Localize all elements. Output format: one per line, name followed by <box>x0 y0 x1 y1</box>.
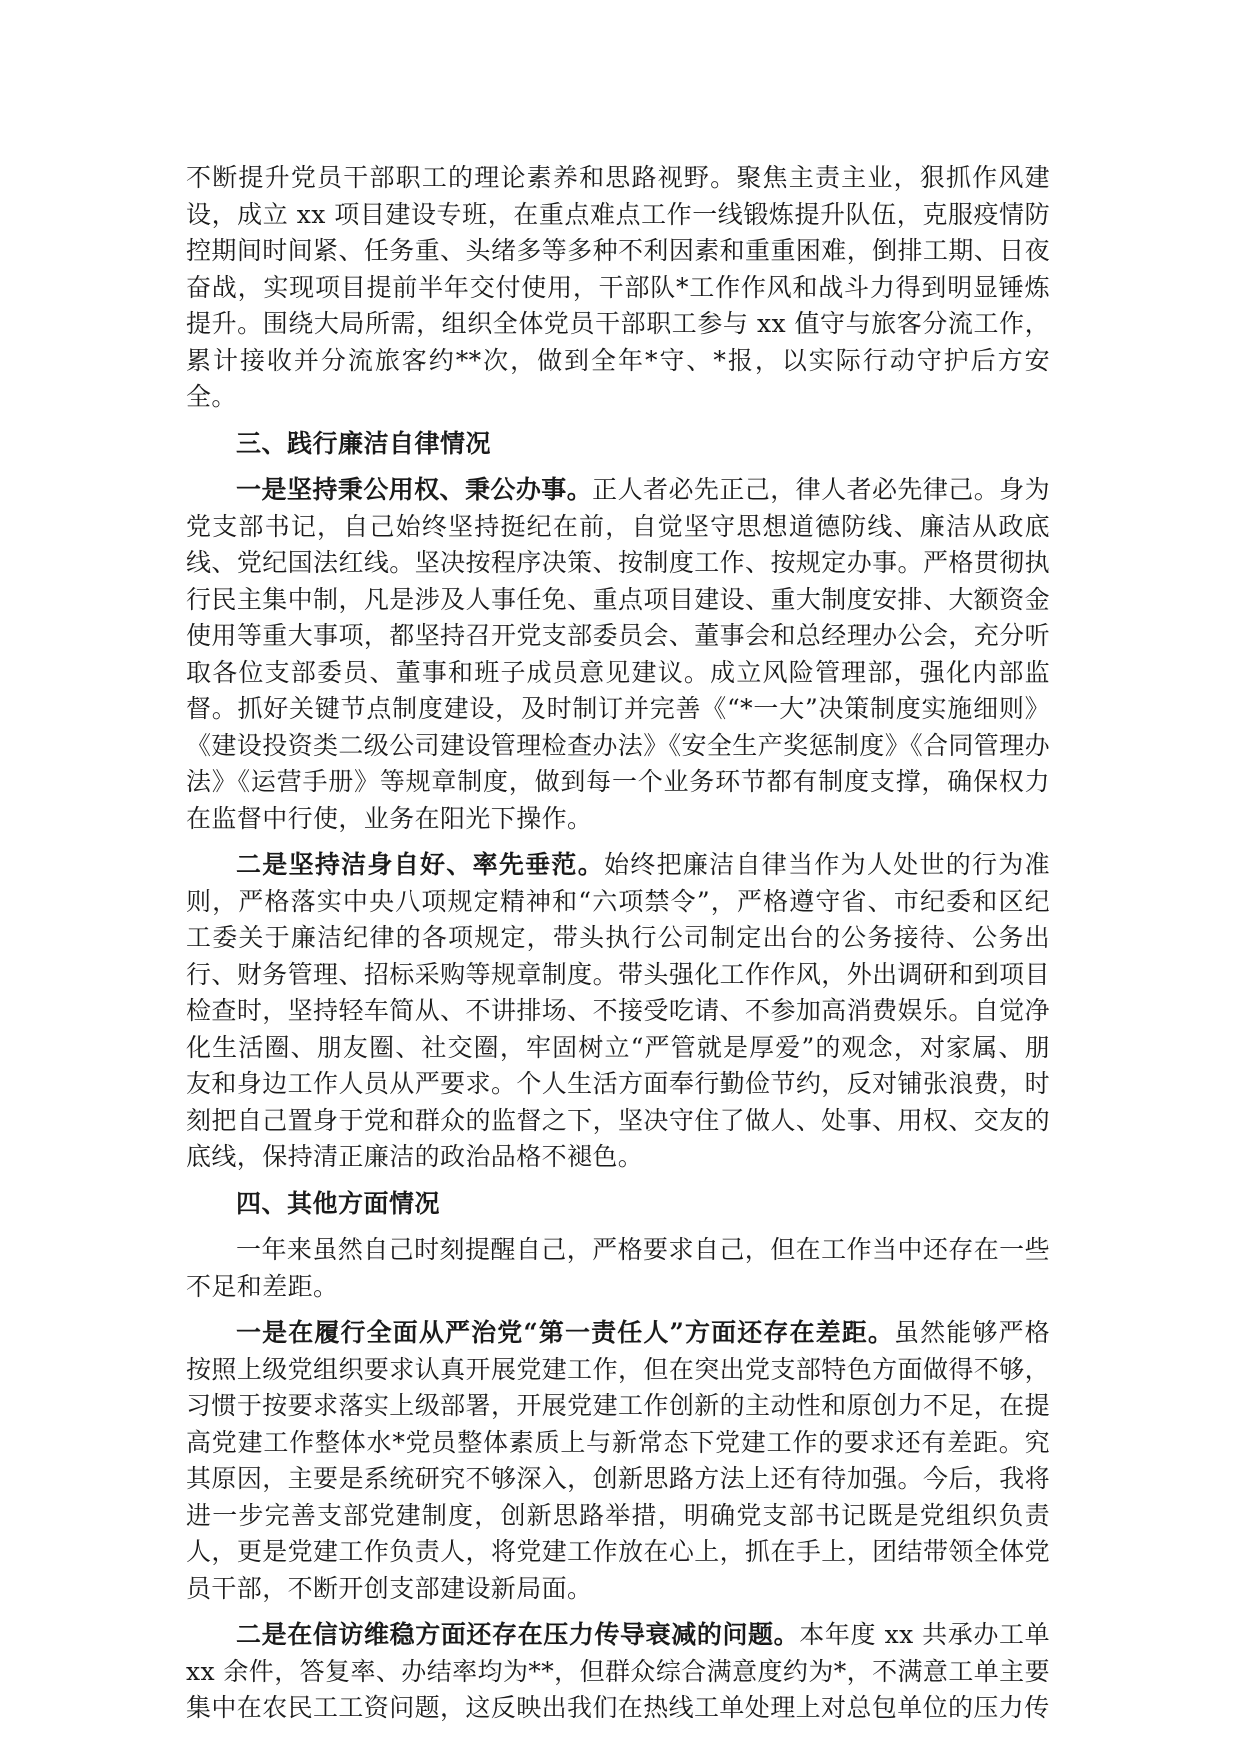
section-4-intro: 一年来虽然自己时刻提醒自己，严格要求自己，但在工作当中还存在一些不足和差距。 <box>186 1235 1050 1301</box>
intro-paragraph: 不断提升党员干部职工的理论素养和思路视野。聚焦主责主业，狠抓作风建设，成立 xx 项目建设专班，在重点难点工作一线锻炼提升队伍，克服疫情防控期间时间紧、任务重、头绪多等多种不利因素和重重困难，倒排工期、日夜奋战，实现项目提前半年交付使用，干部队*工作作风和战斗力得到明显锤炼提升。围绕大局所需，组织全体党员干部职工参与 xx 值守与旅客分流工作，累计接收并分流旅客约**次，做到全年*守、*报，以实际行动守护后方安全。 <box>186 163 1050 411</box>
section-4-heading: 四、其他方面情况 <box>236 1188 441 1218</box>
section-3-heading: 三、践行廉洁自律情况 <box>236 428 492 458</box>
section-3-paragraph-1-lead: 一是坚持秉公用权、秉公办事。 <box>236 475 593 504</box>
document-page <box>186 160 1050 1737</box>
section-4-paragraph-2-body: 本年度 xx 共承办工单 xx 余件，答复率、办结率均为**，但群众综合满意度约为*，不满意工单主要集中在农民工工资问题，这反映出我们在热线工单处理上对总包单位的压力传 <box>186 1620 1050 1722</box>
section-3-paragraph-2 <box>186 847 1050 1176</box>
section-4-paragraph-1-body: 虽然能够严格按照上级党组织要求认真开展党建工作，但在突出党支部特色方面做得不够，习惯于按要求落实上级部署，开展党建工作创新的主动性和原创力不足，在提高党建工作整体水*党员整体素质上与新常态下党建工作的要求还有差距。究其原因，主要是系统研究不够深入，创新思路方法上还有待加强。今后，我将进一步完善支部党建制度，创新思路举措，明确党支部书记既是党组织负责人，更是党建工作负责人，将党建工作放在心上，抓在手上，团结带领全体党员干部，不断开创支部建设新局面。 <box>186 1318 1050 1603</box>
section-4-paragraph-1 <box>186 1315 1050 1607</box>
section-3-paragraph-2-body: 始终把廉洁自律当作为人处世的行为准则，严格落实中央八项规定精神和“六项禁令”，严格遵守省、市纪委和区纪工委关于廉洁纪律的各项规定，带头执行公司制定出台的公务接待、公务出行、财务管理、招标采购等规章制度。带头强化工作作风，外出调研和到项目检查时，坚持轻车简从、不讲排场、不接受吃请、不参加高消费娱乐。自觉净化生活圈、朋友圈、社交圈，牢固树立“严管就是厚爱”的观念，对家属、朋友和身边工作人员从严要求。个人生活方面奉行勤俭节约，反对铺张浪费，时刻把自己置身于党和群众的监督之下，坚决守住了做人、处事、用权、交友的底线，保持清正廉洁的政治品格不褪色。 <box>186 850 1050 1171</box>
section-3-paragraph-1 <box>186 472 1050 837</box>
section-3-paragraph-1-body: 正人者必先正己，律人者必先律己。身为党支部书记，自己始终坚持挺纪在前，自觉坚守思想道德防线、廉洁从政底线、党纪国法红线。坚决按程序决策、按制度工作、按规定办事。严格贯彻执行民主集中制，凡是涉及人事任免、重点项目建设、重大制度安排、大额资金使用等重大事项，都坚持召开党支部委员会、董事会和总经理办公会，充分听取各位支部委员、董事和班子成员意见建议。成立风险管理部，强化内部监督。抓好关键节点制度建设，及时制订并完善《“*一大”决策制度实施细则》《建设投资类二级公司建设管理检查办法》《安全生产奖惩制度》《合同管理办法》《运营手册》等规章制度，做到每一个业务环节都有制度支撑，确保权力在监督中行使，业务在阳光下操作。 <box>186 475 1051 833</box>
section-4-paragraph-2 <box>186 1617 1050 1727</box>
section-3-paragraph-2-lead: 二是坚持洁身自好、率先垂范。 <box>236 850 605 879</box>
section-4-paragraph-1-lead: 一是在履行全面从严治党“第一责任人”方面还存在差距。 <box>236 1318 894 1347</box>
section-4-paragraph-2-lead: 二是在信访维稳方面还存在压力传导衰减的问题。 <box>236 1620 800 1649</box>
